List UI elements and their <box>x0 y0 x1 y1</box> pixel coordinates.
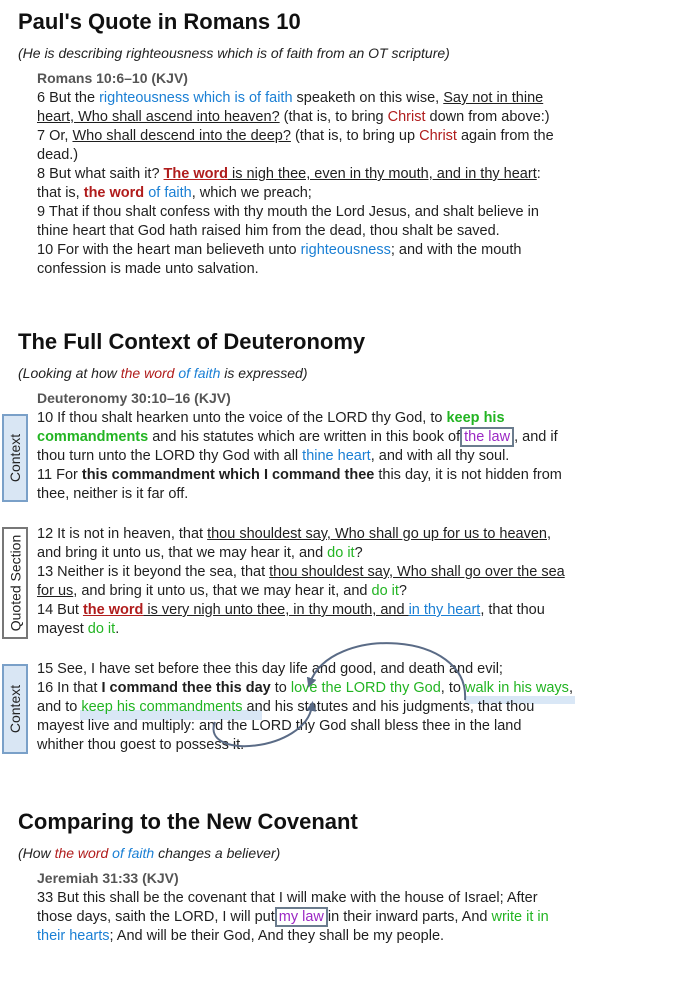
underlined-quote: for us <box>37 583 74 599</box>
underlined-quote: Say not in thine <box>443 90 544 106</box>
text: . <box>115 621 120 637</box>
text: thee, neither is it far off. <box>37 486 189 502</box>
arrow-keep-to-statutes <box>214 706 312 746</box>
text: in their inward parts, And <box>327 909 492 925</box>
bold-commandment: this commandment which I command thee <box>81 467 375 483</box>
jeremiah-passage <box>37 889 549 946</box>
text: dead.) <box>37 147 79 163</box>
text: , which we preach; <box>191 185 312 201</box>
highlight-of-faith: of faith <box>174 365 221 381</box>
highlight-keep: keep his <box>446 410 505 426</box>
text: and his statutes which are written in this book of <box>148 429 461 445</box>
text: mayest <box>37 621 88 637</box>
scripture-ref-deuteronomy: Deuteronomy 30:10–16 (KJV) <box>37 390 231 406</box>
boxed-the-law: the law <box>460 427 514 447</box>
text: thine heart that God hath raised him from the dead, thou shalt be saved. <box>37 223 500 239</box>
highlight-of-faith: of faith <box>144 185 192 201</box>
text: ; And will be their God, And they shall be my people. <box>109 928 445 944</box>
underlined-quote: thou shouldest say, Who shall go up for us to heaven <box>207 526 547 542</box>
text: 16 In that <box>37 680 102 696</box>
text: (that is, to bring up <box>290 128 420 144</box>
jer-line-1 <box>37 889 549 908</box>
text: Context <box>7 433 23 483</box>
highlight-the-word: the word <box>82 602 144 618</box>
text: 12 It is not in heaven, that <box>37 526 208 542</box>
highlight-their-hearts: their hearts <box>37 928 110 944</box>
jer-line-3 <box>37 927 549 946</box>
underlined-quote: Who shall descend into the deep? <box>72 128 291 144</box>
boxed-my-law: my law <box>275 907 328 927</box>
underlined-quote: heart, Who shall ascend into heaven? <box>37 109 280 125</box>
text: 6 But the <box>37 90 100 106</box>
text: 11 For <box>37 467 82 483</box>
highlight-thine-heart: thine heart <box>302 448 371 464</box>
section-subtitle-romans: (He is describing righteousness which is of faith from an OT scripture) <box>18 45 450 61</box>
text: mayest live and multiply: and the LORD thy God shall bless thee in the land <box>37 718 522 734</box>
text: to <box>270 680 291 696</box>
highlight-the-word: the word <box>120 365 175 381</box>
text: and his statutes and his judgments, that thou <box>242 699 535 715</box>
text: and to <box>37 699 82 715</box>
underlined-quote: thou shouldest say, Who shall go over the sea <box>269 564 565 580</box>
highlight-in-thy-heart: in thy heart <box>408 602 481 618</box>
text: those days, saith the LORD, I will put <box>37 909 275 925</box>
text: ? <box>354 545 363 561</box>
text: (that is, to bring <box>279 109 388 125</box>
highlight-christ: Christ <box>419 128 457 144</box>
text: , that thou <box>480 602 545 618</box>
text: 7 Or, <box>37 128 73 144</box>
text: 33 But this shall be the covenant that I will make with the house of Israel; After <box>37 890 538 906</box>
highlight-christ: Christ <box>387 109 426 125</box>
text: 10 For with the heart man believeth unto <box>37 242 301 258</box>
text: whither thou goest to possess it. <box>37 737 245 753</box>
bold-command: I command thee this day <box>101 680 271 696</box>
scripture-ref-romans: Romans 10:6–10 (KJV) <box>37 70 188 86</box>
highlight-the-word: The word <box>163 166 228 182</box>
section-title-deuteronomy: The Full Context of Deuteronomy <box>18 329 366 354</box>
text: , and with all thy soul. <box>370 448 510 464</box>
section-subtitle-new-covenant <box>18 845 280 861</box>
highlight-the-word: the word <box>54 845 109 861</box>
text: ; and with the mouth <box>390 242 522 258</box>
text: this day, it is not hidden from <box>374 467 562 483</box>
text: thou turn unto the LORD thy God with all <box>37 448 303 464</box>
highlight-of-faith: of faith <box>108 845 155 861</box>
underlined-quote: is very nigh unto thee, in thy mouth, and <box>143 602 409 618</box>
highlight-righteousness: righteousness <box>300 242 391 258</box>
highlight-love-the-lord: love the LORD thy God <box>290 680 441 696</box>
text: 14 But <box>37 602 83 618</box>
text: changes a believer) <box>154 845 281 861</box>
highlight-do-it: do it <box>371 583 399 599</box>
section-title-romans: Paul's Quote in Romans 10 <box>18 9 301 34</box>
text: , and bring it unto us, that we may hear it, and <box>73 583 372 599</box>
underlined-quote: is nigh thee, even in thy mouth, and in thy heart <box>228 166 537 182</box>
highlight-do-it: do it <box>87 621 116 637</box>
text: down from above:) <box>425 109 550 125</box>
text: ? <box>398 583 407 599</box>
section-title-new-covenant: Comparing to the New Covenant <box>18 809 358 834</box>
scripture-ref-jeremiah: Jeremiah 31:33 (KJV) <box>37 870 179 886</box>
text: Quoted Section <box>7 534 24 632</box>
highlight-do-it: do it <box>327 545 355 561</box>
text: (Looking at how <box>18 365 121 381</box>
text: 10 If thou shalt hearken unto the voice of the LORD thy God, to <box>37 410 447 426</box>
highlight-keep-his-commandments: keep his commandments <box>81 699 243 715</box>
text: (How <box>18 845 55 861</box>
text: is expressed) <box>220 365 308 381</box>
highlight-righteousness: righteousness which is of faith <box>99 90 293 106</box>
text: and bring it unto us, that we may hear it, and <box>37 545 328 561</box>
text: confession is made unto salvation. <box>37 261 259 277</box>
text: 8 But what saith it? <box>37 166 164 182</box>
text: 13 Neither is it beyond the sea, that <box>37 564 270 580</box>
text: that is, <box>37 185 84 201</box>
highlight-commandments: commandments <box>37 429 149 445</box>
text: : <box>536 166 541 182</box>
text: Context <box>7 684 23 734</box>
arrow-walk-to-life <box>310 643 465 700</box>
text: again from the <box>456 128 554 144</box>
text: 15 See, I have set before thee this day life and good, and death and evil; <box>37 661 503 677</box>
highlight-write-it-in: write it in <box>491 909 549 925</box>
text: speaketh on this wise, <box>292 90 444 106</box>
text: 9 That if thou shalt confess with thy mouth the Lord Jesus, and shalt believe in <box>37 204 539 220</box>
text: , and if <box>514 429 558 445</box>
jer-line-2 <box>37 908 549 927</box>
text: , <box>546 526 552 542</box>
highlight-walk-in-his-ways: walk in his ways <box>464 680 569 696</box>
text: , <box>568 680 573 696</box>
highlight-the-word: the word <box>83 185 145 201</box>
text: , to <box>440 680 465 696</box>
